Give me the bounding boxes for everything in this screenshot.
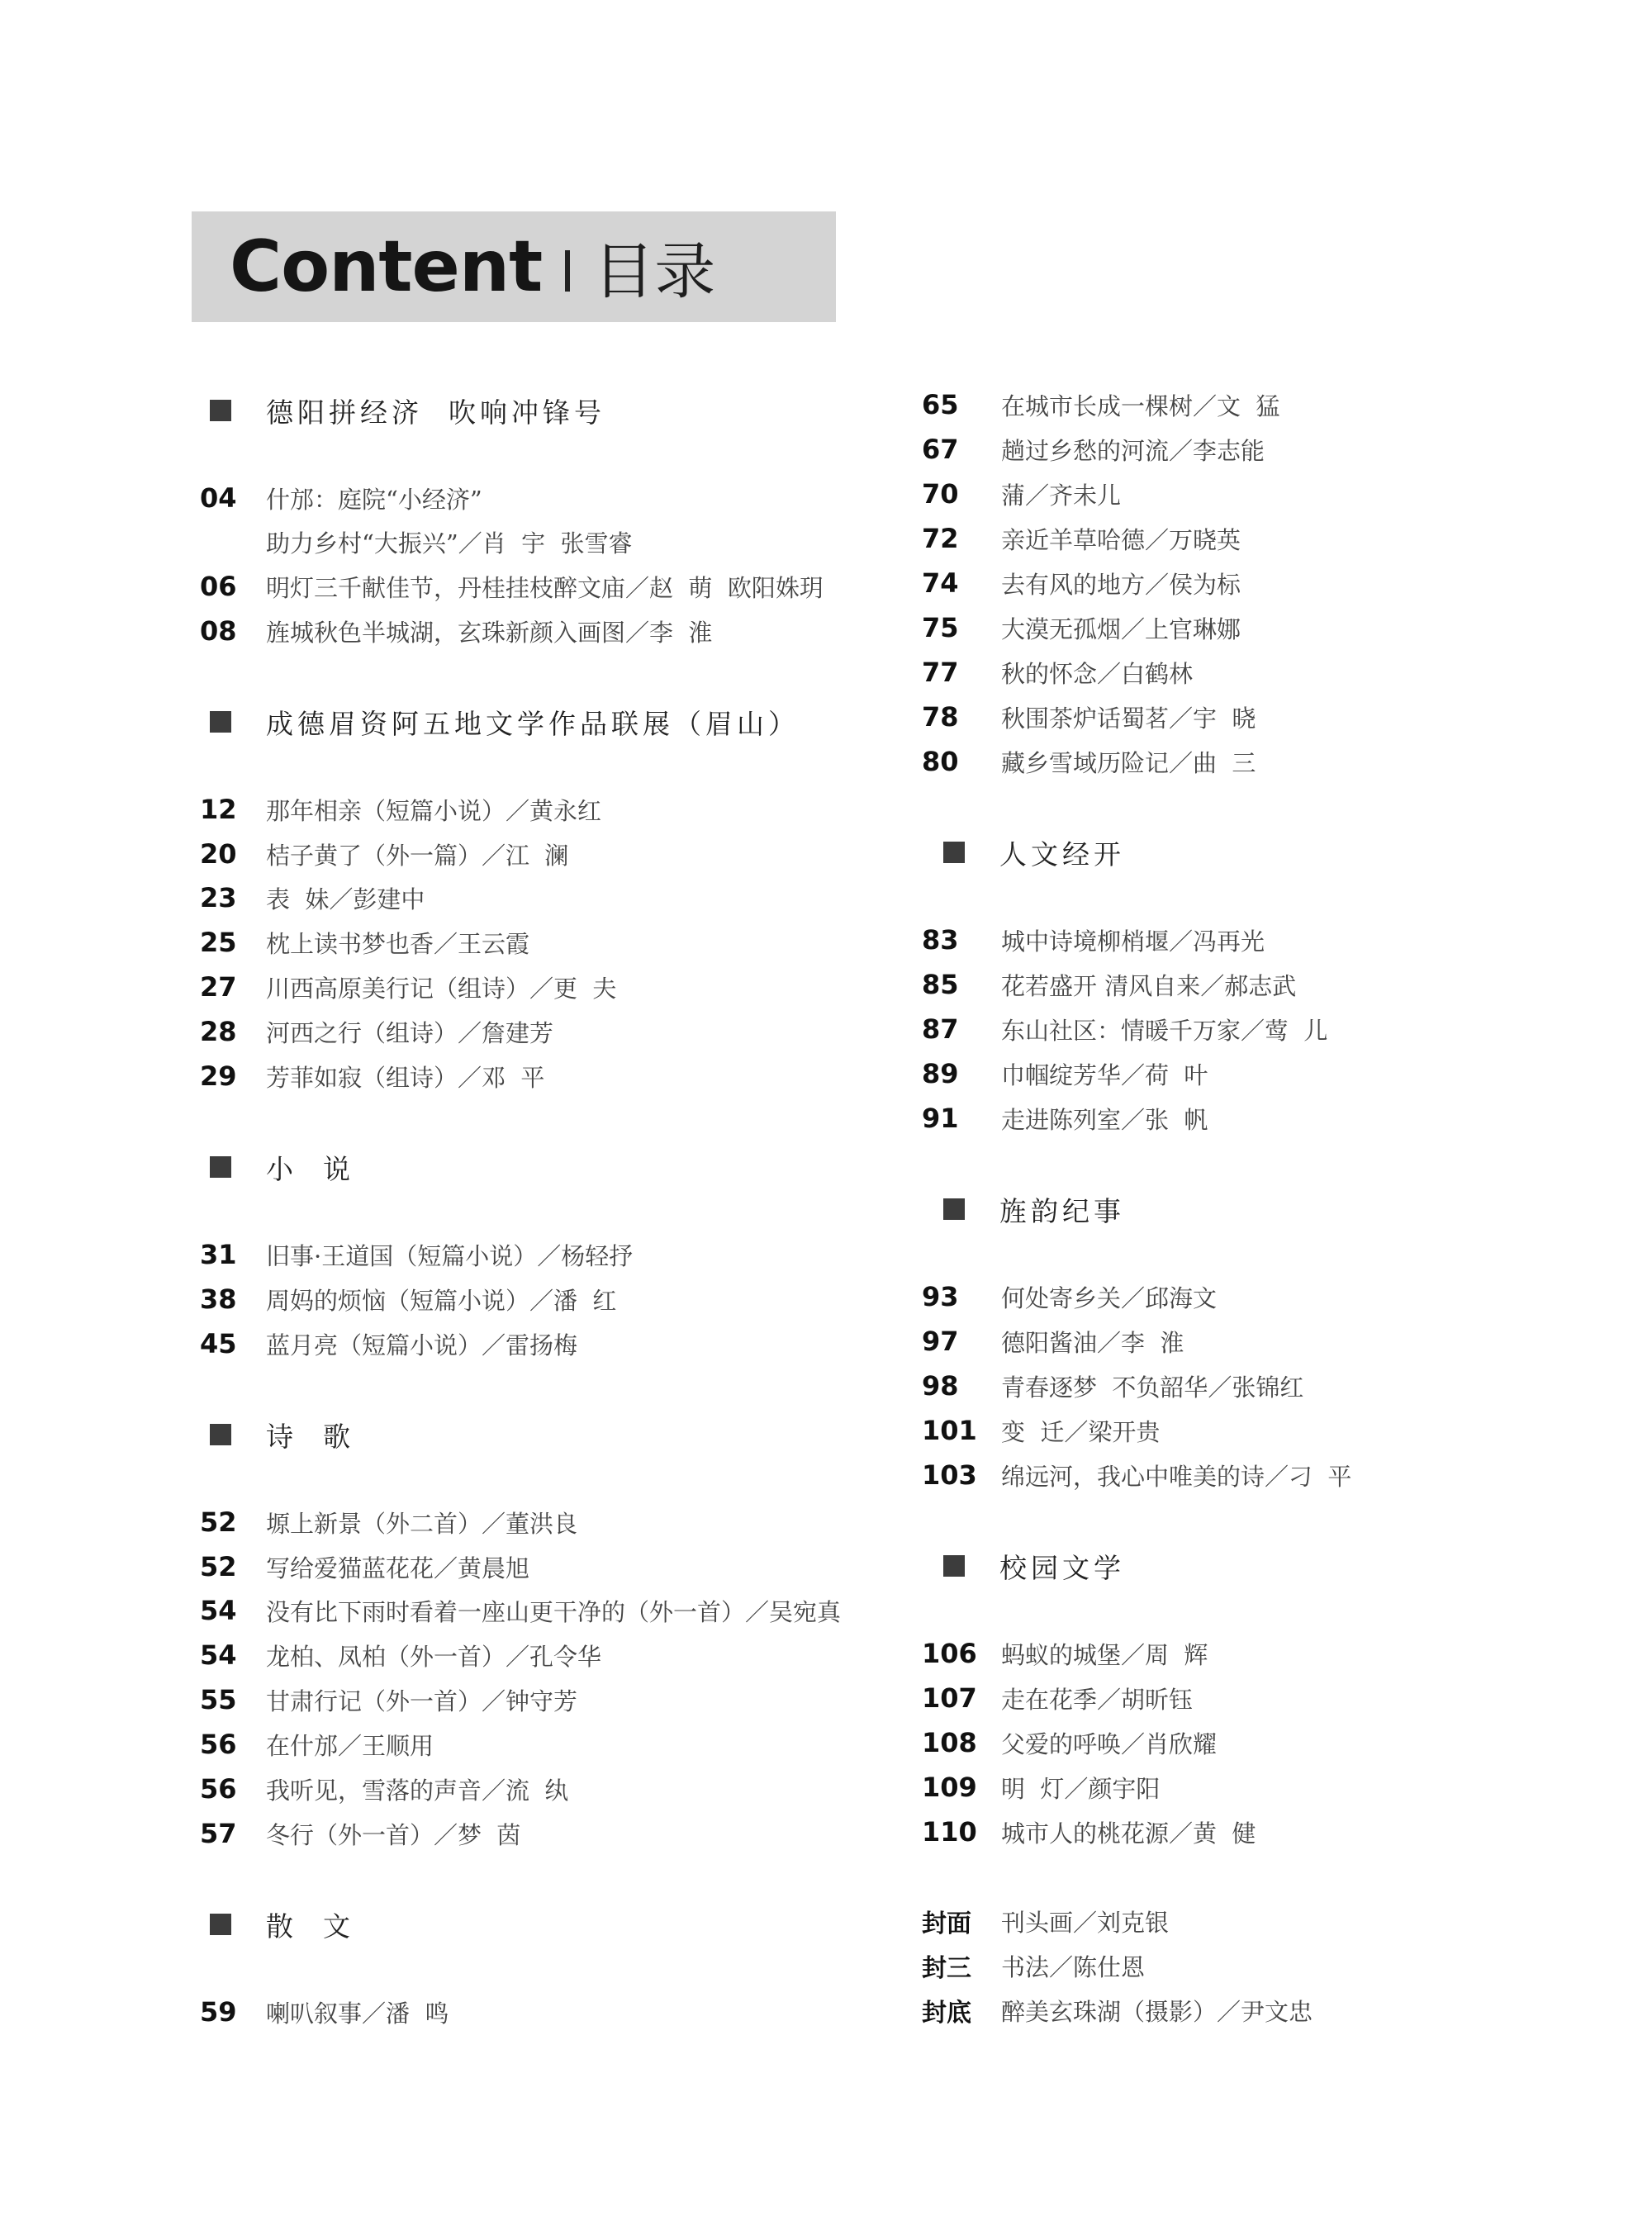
toc-page-number: 59 xyxy=(200,1996,237,2028)
section-heading xyxy=(943,1541,1125,1591)
toc-page-number: 54 xyxy=(200,1595,237,1626)
toc-page-number: 04 xyxy=(200,482,237,514)
toc-entry-title[interactable]: 变 迁／梁开贵 xyxy=(1001,1417,1161,1446)
toc-page-number: 110 xyxy=(922,1816,977,1848)
toc-entry-title[interactable]: 河西之行（组诗）／詹建芳 xyxy=(266,1018,554,1047)
section-title: 人文经开 xyxy=(999,837,1125,871)
toc-page-number: 56 xyxy=(200,1773,237,1805)
toc-entry-title[interactable]: 旌城秋色半城湖，玄珠新颜入画图／李 淮 xyxy=(266,618,713,647)
toc-entry-title[interactable]: 旧事·王道国（短篇小说）／杨轻抒 xyxy=(266,1241,634,1270)
section-bullet-icon xyxy=(943,842,965,863)
toc-entry-title[interactable]: 在城市长成一棵树／文 猛 xyxy=(1001,391,1280,420)
toc-page-number: 101 xyxy=(922,1415,977,1446)
section-heading xyxy=(943,1184,1125,1234)
toc-page-number: 封底 xyxy=(922,1999,971,2028)
toc-entry-title[interactable]: 书法／陈仕恩 xyxy=(1001,1952,1146,1981)
toc-entry-title[interactable]: 走在花季／胡昕钰 xyxy=(1001,1685,1194,1714)
toc-page-number: 67 xyxy=(922,434,959,465)
toc-page-number: 78 xyxy=(922,701,959,733)
toc-entry-title[interactable]: 蒲／齐未儿 xyxy=(1001,481,1122,510)
toc-page-number: 52 xyxy=(200,1506,237,1538)
toc-entry-title[interactable]: 刊头画／刘克银 xyxy=(1001,1908,1170,1937)
toc-page-number: 97 xyxy=(922,1326,959,1357)
toc-entry-title[interactable]: 秋的怀念／白鹤林 xyxy=(1001,659,1194,688)
toc-page-number: 91 xyxy=(922,1103,959,1134)
toc-page-number: 70 xyxy=(922,478,959,510)
section-bullet-icon xyxy=(210,711,231,733)
toc-page-number: 107 xyxy=(922,1682,977,1714)
toc-page-number: 12 xyxy=(200,794,237,825)
toc-entry-title[interactable]: 在什邡／王顺用 xyxy=(266,1731,434,1760)
toc-page-number: 74 xyxy=(922,567,959,599)
section-title: 校园文学 xyxy=(999,1551,1125,1584)
toc-entry-title[interactable]: 芳菲如寂（组诗）／邓 平 xyxy=(266,1063,545,1092)
toc-page-number: 75 xyxy=(922,612,959,643)
toc-page-number: 38 xyxy=(200,1283,237,1315)
toc-entry-title[interactable]: 何处寄乡关／邱海文 xyxy=(1001,1283,1218,1312)
section-title: 散 文 xyxy=(266,1910,354,1943)
toc-entry-title[interactable]: 桔子黄了（外一篇）／江 澜 xyxy=(266,841,569,870)
toc-entry-title[interactable]: 助力乡村“大振兴”／肖 宇 张雪睿 xyxy=(266,529,633,557)
section-bullet-icon xyxy=(943,1555,965,1577)
toc-entry-title[interactable]: 明 灯／颜宇阳 xyxy=(1001,1774,1161,1803)
section-title: 德阳拼经济 吹响冲锋号 xyxy=(266,396,605,429)
toc-entry-title[interactable]: 青春逐梦 不负韶华／张锦红 xyxy=(1001,1373,1304,1402)
toc-entry-title[interactable]: 巾帼绽芳华／荷 叶 xyxy=(1001,1060,1208,1089)
toc-entry-title[interactable]: 没有比下雨时看着一座山更干净的（外一首）／吴宛真 xyxy=(266,1597,842,1626)
toc-page-number: 31 xyxy=(200,1239,237,1270)
toc-page-number: 57 xyxy=(200,1818,237,1849)
section-bullet-icon xyxy=(210,1156,231,1178)
section-heading xyxy=(943,828,1125,877)
title-divider xyxy=(565,250,570,292)
toc-entry-title[interactable]: 醉美玄珠湖（摄影）／尹文忠 xyxy=(1001,1997,1313,2026)
section-heading xyxy=(210,1410,354,1459)
toc-entry-title[interactable]: 枕上读书梦也香／王云霞 xyxy=(266,929,530,958)
toc-page-number: 89 xyxy=(922,1058,959,1089)
toc-entry-title[interactable]: 什邡：庭院“小经济” xyxy=(266,485,482,514)
toc-entry-title[interactable]: 城市人的桃花源／黄 健 xyxy=(1001,1819,1256,1848)
toc-page-number: 72 xyxy=(922,523,959,554)
toc-entry-title[interactable]: 父爱的呼唤／肖欣耀 xyxy=(1001,1729,1218,1758)
toc-page-number: 98 xyxy=(922,1370,959,1402)
page-title xyxy=(230,220,715,314)
section-heading xyxy=(210,1900,354,1949)
toc-page-number: 83 xyxy=(922,924,959,956)
toc-entry-title[interactable]: 川西高原美行记（组诗）／更 夫 xyxy=(266,974,617,1003)
toc-entry-title[interactable]: 秋围茶炉话蜀茗／宇 晓 xyxy=(1001,704,1256,733)
toc-page-number: 65 xyxy=(922,389,959,420)
toc-page-number: 08 xyxy=(200,615,237,647)
toc-page-number: 103 xyxy=(922,1459,977,1491)
toc-page-number: 80 xyxy=(922,746,959,777)
toc-entry-title[interactable]: 甘肃行记（外一首）／钟守芳 xyxy=(266,1687,578,1715)
toc-page-number: 20 xyxy=(200,838,237,870)
section-title: 旌韵纪事 xyxy=(999,1194,1125,1227)
section-title: 小 说 xyxy=(266,1152,354,1185)
section-bullet-icon xyxy=(210,1914,231,1935)
toc-entry-title[interactable]: 东山社区：情暖千万家／莺 儿 xyxy=(1001,1016,1328,1045)
toc-entry-title[interactable]: 塬上新景（外二首）／董洪良 xyxy=(266,1509,578,1538)
toc-entry-title[interactable]: 亲近羊草哈德／万晓英 xyxy=(1001,525,1241,554)
toc-page-number: 87 xyxy=(922,1013,959,1045)
toc-entry-title[interactable]: 我听见，雪落的声音／流 纨 xyxy=(266,1776,569,1805)
toc-page-number: 封面 xyxy=(922,1910,971,1938)
toc-entry-title[interactable]: 那年相亲（短篇小说）／黄永红 xyxy=(266,796,602,825)
toc-page-number: 45 xyxy=(200,1328,237,1359)
toc-page-number: 25 xyxy=(200,927,237,958)
toc-entry-title[interactable]: 绵远河，我心中唯美的诗／刁 平 xyxy=(1001,1462,1352,1491)
section-heading xyxy=(210,386,605,435)
toc-page-number: 85 xyxy=(922,969,959,1000)
title-chinese: 目录 xyxy=(593,236,716,307)
toc-entry-title[interactable]: 蓝月亮（短篇小说）／雷扬梅 xyxy=(266,1331,578,1359)
section-title: 诗 歌 xyxy=(266,1420,354,1453)
toc-page-number: 56 xyxy=(200,1729,237,1760)
toc-entry-title[interactable]: 走进陈列室／张 帆 xyxy=(1001,1105,1208,1134)
toc-entry-title[interactable]: 喇叭叙事／潘 鸣 xyxy=(266,1999,449,2028)
toc-entry-title[interactable]: 德阳酱油／李 淮 xyxy=(1001,1328,1184,1357)
toc-entry-title[interactable]: 藏乡雪域历险记／曲 三 xyxy=(1001,748,1256,777)
toc-page-number: 29 xyxy=(200,1060,237,1092)
section-bullet-icon xyxy=(210,1424,231,1445)
toc-page-number: 28 xyxy=(200,1016,237,1047)
toc-entry-title[interactable]: 趟过乡愁的河流／李志能 xyxy=(1001,436,1265,465)
toc-page-number: 27 xyxy=(200,971,237,1003)
toc-entry-title[interactable]: 周妈的烦恼（短篇小说）／潘 红 xyxy=(266,1286,617,1315)
toc-page-number: 93 xyxy=(922,1281,959,1312)
section-title: 成德眉资阿五地文学作品联展（眉山） xyxy=(266,707,800,740)
section-heading xyxy=(210,697,800,747)
section-bullet-icon xyxy=(943,1198,965,1220)
toc-page-number: 52 xyxy=(200,1551,237,1582)
toc-entry-title[interactable]: 花若盛开 清风自来／郝志武 xyxy=(1001,971,1297,1000)
title-english: Content xyxy=(230,225,543,308)
toc-page-number: 封三 xyxy=(922,1954,971,1983)
section-bullet-icon xyxy=(210,400,231,421)
toc-entry-title[interactable]: 大漠无孤烟／上官琳娜 xyxy=(1001,614,1241,643)
toc-page-number: 54 xyxy=(200,1639,237,1671)
toc-page-number: 77 xyxy=(922,657,959,688)
toc-entry-title[interactable]: 去有风的地方／侯为标 xyxy=(1001,570,1241,599)
section-heading xyxy=(210,1142,354,1192)
toc-page-number: 109 xyxy=(922,1772,977,1803)
toc-entry-title[interactable]: 蚂蚁的城堡／周 辉 xyxy=(1001,1640,1208,1669)
contents-header xyxy=(192,211,836,322)
toc-entry-title[interactable]: 冬行（外一首）／梦 茵 xyxy=(266,1820,521,1849)
toc-entry-title[interactable]: 写给爱猫蓝花花／黄晨旭 xyxy=(266,1554,530,1582)
toc-entry-title[interactable]: 城中诗境柳梢堰／冯再光 xyxy=(1001,927,1265,956)
toc-entry-title[interactable]: 表 妹／彭建中 xyxy=(266,885,425,913)
toc-entry-title[interactable]: 龙柏、凤柏（外一首）／孔令华 xyxy=(266,1642,602,1671)
toc-entry-title[interactable]: 明灯三千献佳节，丹桂挂枝醉文庙／赵 萌 欧阳姝玥 xyxy=(266,573,824,602)
toc-page-number: 106 xyxy=(922,1638,977,1669)
toc-page-number: 108 xyxy=(922,1727,977,1758)
toc-page-number: 55 xyxy=(200,1684,237,1715)
toc-page-number: 06 xyxy=(200,571,237,602)
toc-page-number: 23 xyxy=(200,882,237,913)
